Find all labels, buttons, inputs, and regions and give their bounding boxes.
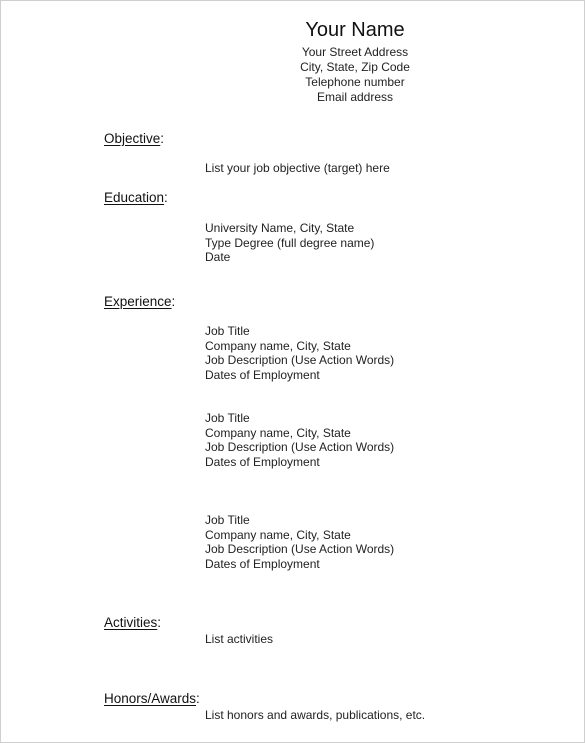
company-name: Company name, City, State: [205, 425, 351, 440]
company-name: Company name, City, State: [205, 338, 351, 353]
objective-entry: [205, 161, 390, 176]
employment-dates: Dates of Employment: [205, 557, 320, 572]
education-heading: [104, 190, 168, 206]
experience-job-1: [205, 324, 394, 383]
objective-text: List your job objective (target) here: [205, 161, 390, 175]
honors-heading: [104, 691, 200, 707]
objective-heading: [104, 131, 164, 147]
objective-heading-colon: :: [160, 131, 165, 146]
job-description: Job Description (Use Action Words): [205, 440, 395, 455]
employment-dates: Dates of Employment: [205, 368, 320, 383]
activities-heading-colon: :: [157, 615, 162, 630]
experience-job-3: [205, 513, 394, 572]
employment-dates: Dates of Employment: [205, 455, 320, 470]
job-title: Job Title: [205, 324, 250, 338]
honors-heading-text: Honors/Awards: [104, 691, 197, 706]
applicant-name: Your Name: [305, 19, 405, 41]
activities-entry: [205, 632, 273, 647]
honors-heading-colon: :: [196, 691, 200, 706]
job-description: Job Description (Use Action Words): [205, 353, 395, 368]
experience-heading-colon: :: [171, 294, 176, 309]
objective-heading-text: Objective: [104, 131, 161, 146]
degree-type: Type Degree (full degree name): [205, 235, 375, 250]
street-address: Your Street Address: [301, 45, 409, 59]
education-entry: [205, 221, 374, 265]
activities-heading-text: Activities: [104, 615, 158, 630]
honors-entry: [205, 708, 425, 723]
education-heading-colon: :: [164, 190, 168, 205]
honors-text: List honors and awards, publications, etc.: [205, 708, 426, 722]
education-heading-text: Education: [104, 190, 165, 205]
university-name: University Name, City, State: [205, 221, 355, 235]
education-date: Date: [205, 250, 231, 265]
job-title: Job Title: [205, 513, 250, 527]
resume-header: [255, 17, 455, 105]
activities-text: List activities: [205, 632, 274, 646]
experience-job-2: [205, 411, 394, 470]
city-state-zip: City, State, Zip Code: [300, 60, 410, 74]
activities-heading: [104, 615, 161, 631]
email-address: Email address: [316, 90, 394, 104]
job-description: Job Description (Use Action Words): [205, 542, 395, 557]
experience-heading: [104, 294, 175, 310]
company-name: Company name, City, State: [205, 527, 351, 542]
job-title: Job Title: [205, 411, 250, 425]
telephone-number: Telephone number: [305, 75, 405, 89]
experience-heading-text: Experience: [104, 294, 172, 309]
